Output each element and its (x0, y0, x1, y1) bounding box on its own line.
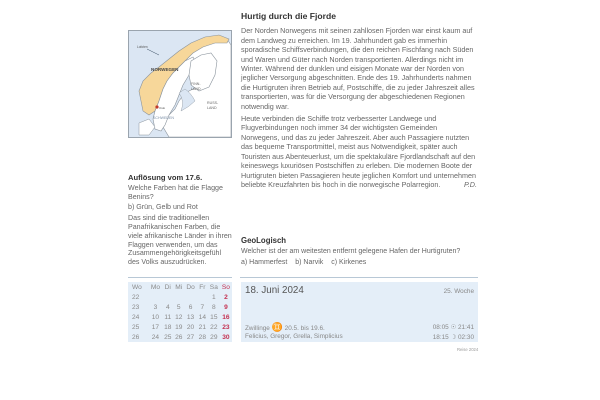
day-cell: 5 (176, 303, 181, 311)
day-cell: 21 (198, 323, 206, 331)
day-cell (162, 292, 173, 302)
week-number: 26 (132, 333, 140, 341)
week-number: 22 (132, 293, 140, 301)
quiz-options (241, 258, 477, 267)
day-cell: 15 (210, 313, 218, 321)
day-cell (173, 292, 184, 302)
day-cell-sunday: 2 (224, 293, 228, 301)
zodiac-sign: Zwillinge (245, 325, 270, 332)
week-number: 25 (132, 323, 140, 331)
day-cell (149, 292, 163, 302)
calendar-header-row (128, 282, 232, 292)
header-wed: Mi (175, 283, 183, 291)
week-number: 23 (132, 303, 140, 311)
day-cell: 12 (175, 313, 183, 321)
header-fri: Fr (199, 283, 206, 291)
day-cell: 24 (151, 333, 160, 341)
label-sweden: SCHWEDEN (153, 116, 174, 120)
solution-panel (128, 174, 232, 269)
norway-map (128, 30, 232, 138)
day-cell: 14 (198, 313, 206, 321)
zodiac-info (245, 322, 325, 333)
calendar-row (128, 302, 232, 312)
label-russia-2: LAND (207, 106, 217, 110)
article-paragraph-2: Heute verbinden die Schiffe trotz verbesserter Landwege und Flugverbindungen noch immer 34 der wichtigsten Gemeinden Norwegens, und das zu jeder Jahreszeit. Aber auch Passagiere nutzten das bequeme Transportmittel, meist aus Notwendigkeit, später auch Touristen aus Abenteuerlust, um die spektakuläre Fjordlandschaft auf den keineswegs luxuriösen Postschiffen zu erleben. Die modernen Boote der Hurtigruten bieten Passagieren heute jeglichen Komfort und unternehmen beliebte Kreuzfahrten bis hoch in die norwegische Polarregion. (241, 114, 476, 189)
day-cell: 7 (200, 303, 205, 311)
week-number: 24 (132, 313, 140, 321)
current-date: 18. Juni 2024 (245, 285, 304, 296)
article (241, 12, 477, 192)
day-cell: 6 (188, 303, 193, 311)
label-finland-2: LAND (191, 87, 201, 91)
quiz-section (241, 236, 477, 269)
solution-title: Auflösung vom 17.6. (128, 173, 203, 182)
label-oslo: Oslo (159, 106, 166, 110)
quiz-option-a: a) Hammerfest (241, 259, 288, 266)
article-paragraph-1: Der Norden Norwegens mit seinen zahllosen Fjorden war einst kaum auf dem Landweg zu erreichen. Im 19. Jahrhundert gab es immerhin sporadische Schiffsverbindungen, die den reichen Fischfang nach Süden und Waren und Güter nach Norden transportierten. Allerdings nicht im Winter. Während der dunklen und eisigen Monate war der Norden von jeglicher Versorgung abgeschnitten. Ende des 19. Jahrhunderts nahmen die Hurtigruten ihren Betrieb auf, Postschiffe, die zu jeder Jahreszeit alles transportierten, was für die Versorgung der abgeschiedenen Regionen notwendig war. (241, 26, 475, 111)
label-norway: NORWEGEN (151, 67, 179, 72)
credit-text: Reise 2024 (457, 347, 479, 352)
header-sun: So (221, 283, 230, 291)
calendar-row (128, 292, 232, 302)
day-cell: 11 (164, 313, 172, 321)
solution-answer: b) Grün, Gelb und Rot (128, 203, 198, 212)
quiz-option-c: c) Kirkenes (331, 259, 367, 266)
day-cell-sunday: 9 (224, 303, 228, 311)
day-cell: 8 (212, 303, 216, 311)
day-cell: 28 (198, 333, 206, 341)
week-number-label: 25. Woche (443, 288, 474, 295)
label-russia-1: RUSS- (207, 101, 219, 105)
map-graphic (129, 31, 231, 137)
article-author: P.D. (463, 179, 477, 189)
day-cell: 22 (210, 323, 218, 331)
day-cell: 29 (210, 333, 218, 341)
calendar-row (128, 332, 232, 342)
quiz-option-b: b) Narvik (295, 259, 324, 266)
day-cell: 27 (186, 333, 195, 341)
day-cell: 13 (186, 313, 195, 321)
label-lofoten: Lofoten (137, 45, 148, 49)
header-sat: Sa (209, 283, 218, 291)
day-panel (241, 282, 478, 342)
article-title: Hurtig durch die Fjorde (241, 11, 337, 21)
left-divider (128, 277, 232, 278)
day-cell (184, 292, 197, 302)
day-cell: 3 (153, 303, 158, 311)
moon-times: 18:15 ☽ 02:30 (432, 334, 474, 341)
day-cell: 20 (186, 323, 195, 331)
day-cell-sunday: 30 (222, 333, 230, 341)
day-cell: 19 (175, 323, 183, 331)
day-cell: 17 (151, 323, 160, 331)
header-thu: Do (186, 283, 195, 291)
header-week: Wo (132, 283, 142, 291)
day-cell-sunday: 23 (222, 323, 230, 331)
day-cell (197, 292, 208, 302)
header-tue: Di (164, 283, 171, 291)
day-cell-sunday: 16 (222, 313, 230, 321)
right-divider (240, 277, 478, 278)
day-cell: 18 (164, 323, 172, 331)
day-cell: 26 (175, 333, 183, 341)
solution-question: Welche Farben hat die Flagge Benins? (128, 183, 223, 201)
gemini-icon: ♊ (271, 322, 283, 332)
month-calendar (128, 282, 232, 342)
calendar-table (128, 282, 232, 342)
zodiac-range: 20.5. bis 19.6. (284, 325, 325, 332)
calendar-row (128, 312, 232, 322)
calendar-row (128, 322, 232, 332)
day-cell: 25 (164, 333, 172, 341)
label-finland-1: FINN- (191, 82, 201, 86)
header-mon: Mo (150, 283, 161, 291)
quiz-title: GeoLogisch (241, 236, 287, 245)
quiz-question: Welcher ist der am weitesten entfernt gelegene Hafen der Hurtigruten? (241, 248, 461, 255)
day-cell: 4 (165, 303, 170, 311)
name-days: Felicius, Gregor, Grella, Simplicius (245, 333, 343, 340)
day-cell: 10 (151, 313, 160, 321)
day-cell: 1 (212, 293, 216, 301)
sun-times: 08:05 ☉ 21:41 (432, 324, 474, 331)
solution-explanation: Das sind die traditionellen Panafrikanischen Farben, die viele afrikanische Länder in ihren Flaggen verwenden, um das Zusammengehörigkeitsgefühl des Volks auszudrücken. (128, 214, 232, 267)
